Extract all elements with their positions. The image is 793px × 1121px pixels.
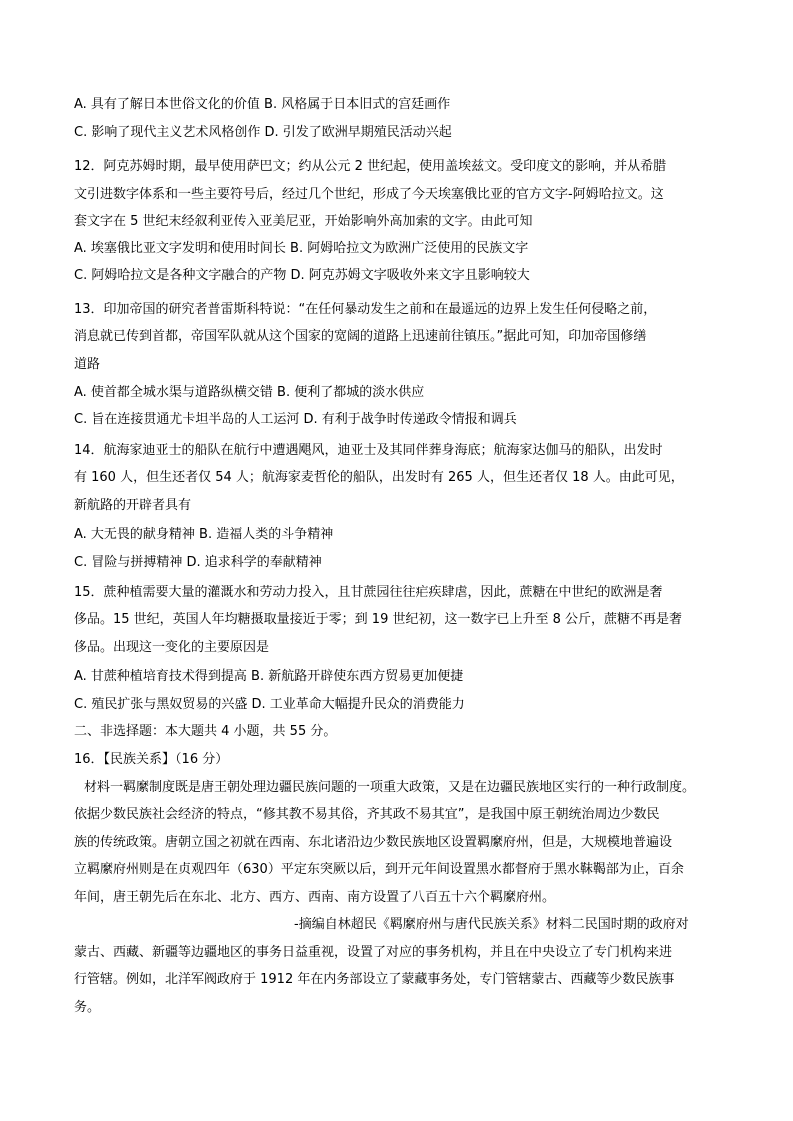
q14-stem-line-1: 14．航海家迪亚士的船队在航行中遭遇飓风，迪亚士及其同伴葬身海底；航海家达伽马的船队，出发时 — [74, 443, 663, 458]
q14-options-ab: A. 大无畏的献身精神 B. 造福人类的斗争精神 — [74, 527, 334, 542]
q14-options-cd: C. 冒险与拼搏精神 D. 追求科学的奉献精神 — [74, 555, 322, 570]
q15-options-cd: C. 殖民扩张与黑奴贸易的兴盛 D. 工业革命大幅提升民众的消费能力 — [74, 697, 465, 712]
q15-options-ab: A. 甘蔗种植培育技术得到提高 B. 新航路开辟使东西方贸易更加便捷 — [74, 669, 464, 684]
q13-stem-line-3: 道路 — [74, 357, 101, 372]
material-two-line-3: 行管辖。例如，北洋军阀政府于 1912 年在内务部设立了蒙藏事务处，专门管辖蒙古、西藏等少数民族事 — [74, 972, 675, 987]
q15-stem-line-3: 侈品。出现这一变化的主要原因是 — [74, 640, 270, 655]
material-two-line-4: 务。 — [74, 1000, 101, 1015]
q12-stem-line-1: 12．阿克苏姆时期，最早使用萨巴文；约从公元 2 世纪起，使用盖埃兹文。受印度文的影响，并从希腊 — [74, 159, 667, 174]
material-one-line-5: 年间，唐王朝先后在东北、北方、西方、西南、南方设置了八百五十六个羁縻府州。 — [74, 890, 556, 905]
q12-stem-line-3: 套文字在 5 世纪末经叙利亚传入亚美尼亚，开始影响外高加索的文字。由此可知 — [74, 214, 533, 229]
q12-options-ab: A. 埃塞俄比亚文字发明和使用时间长 B. 阿姆哈拉文为欧洲广泛使用的民族文字 — [74, 241, 529, 256]
material-one-line-1: 材料一羁縻制度既是唐王朝处理边疆民族问题的一项重大政策，又是在边疆民族地区实行的一种行政制度。 — [84, 780, 696, 795]
material-one-line-2: 依据少数民族社会经济的特点，“修其教不易其俗，齐其政不易其宜”，是我国中原王朝统治周边少数民 — [74, 807, 660, 822]
q13-stem-line-1: 13．印加帝国的研究者普雷斯科特说：“在任何暴动发生之前和在最遥远的边界上发生任何侵略之前， — [74, 302, 657, 317]
q14-stem-line-3: 新航路的开辟者具有 — [74, 498, 192, 513]
material-one-line-4: 立羁縻府州则是在贞观四年（630）平定东突厥以后，到开元年间设置黑水都督府于黑水靺鞨部为止，百余 — [74, 862, 684, 877]
q13-options-ab: A. 使首都全城水渠与道路纵横交错 B. 便利了都城的淡水供应 — [74, 385, 425, 400]
q12-stem-line-2: 文引进数字体系和一些主要符号后，经过几个世纪，形成了今天埃塞俄比亚的官方文字-阿姆哈拉文。这 — [74, 187, 664, 202]
q11-options-ab: A. 具有了解日本世俗文化的价值 B. 风格属于日本旧式的宫廷画作 — [74, 97, 451, 112]
q15-stem-line-2: 侈品。15 世纪，英国人年均糖摄取量接近于零；到 19 世纪初，这一数字已上升至 8 公斤，蔗糖不再是奢 — [74, 612, 683, 627]
material-two-line-2: 蒙古、西藏、新疆等边疆地区的事务日益重视，设置了对应的事务机构，并且在中央设立了专门机构来进 — [74, 945, 673, 960]
q15-stem-line-1: 15．蔗种植需要大量的灌溉水和劳动力投入，且甘蔗园往往疟疾肆虐，因此，蔗糖在中世纪的欧洲是奢 — [74, 585, 663, 600]
q13-stem-line-2: 消息就已传到首都，帝国军队就从这个国家的宽阔的道路上迅速前往镇压。”据此可知，印加帝国修缮 — [74, 329, 647, 344]
q16-heading: 16．【民族关系】（16 分） — [74, 752, 229, 767]
source-citation-and-material-two-start: -摘编自林超民《羁縻府州与唐代民族关系》材料二民国时期的政府对 — [294, 917, 689, 932]
q14-stem-line-2: 有 160 人，但生还者仅 54 人；航海家麦哲伦的船队，出发时有 265 人，但生还者仅 18 人。由此可见， — [74, 470, 684, 485]
q12-options-cd: C. 阿姆哈拉文是各种文字融合的产物 D. 阿克苏姆文字吸收外来文字且影响较大 — [74, 268, 530, 283]
q11-options-cd: C. 影响了现代主义艺术风格创作 D. 引发了欧洲早期殖民活动兴起 — [74, 125, 452, 140]
material-one-line-3: 族的传统政策。唐朝立国之初就在西南、东北诸沿边少数民族地区设置羁縻府州，但是，大规模地普遍设 — [74, 835, 673, 850]
section-two-heading: 二、非选择题：本大题共 4 小题，共 55 分。 — [74, 724, 337, 739]
q13-options-cd: C. 旨在连接贯通尤卡坦半岛的人工运河 D. 有利于战争时传递政令情报和调兵 — [74, 412, 517, 427]
